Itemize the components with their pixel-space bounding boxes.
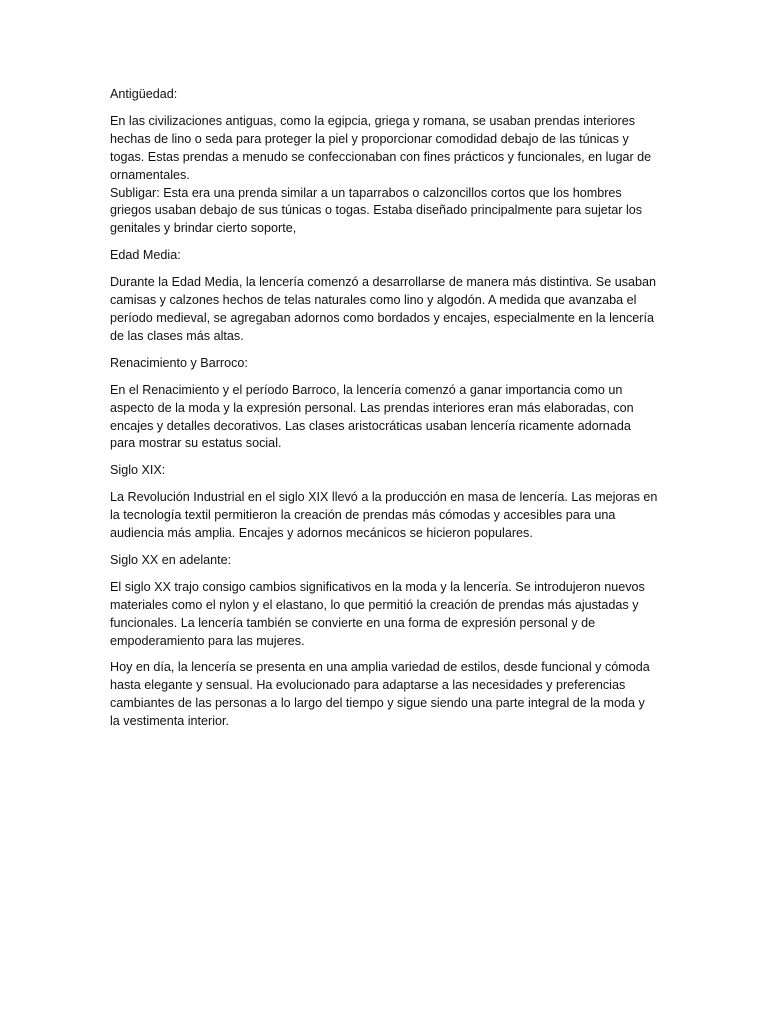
paragraph: El siglo XX trajo consigo cambios significativos en la moda y la lencería. Se introdujeron nuevos materiales como el nylon y el elastano, lo que permitió la creación de prendas más ajustadas y funcionales. La lencería también se convierte en una forma de expresión personal y de empoderamiento para las mujeres. xyxy=(110,579,645,648)
section-siglo-xx xyxy=(110,552,658,731)
section-heading: Siglo XX en adelante: xyxy=(110,552,232,567)
section-renacimiento-barroco xyxy=(110,355,658,454)
paragraph: Durante la Edad Media, la lencería comenzó a desarrollarse de manera más distintiva. Se usaban camisas y calzones hechos de telas naturales como lino y algodón. A medida que avanzaba el período medieval, se agregaban adornos como bordados y encajes, especialmente en la lencería de las clases más altas. xyxy=(110,275,657,343)
section-heading: Antigüedad: xyxy=(110,87,178,101)
section-siglo-xix xyxy=(110,462,658,543)
section-heading: Renacimiento y Barroco: xyxy=(110,355,248,370)
paragraph: La Revolución Industrial en el siglo XIX llevó a la producción en masa de lencería. Las mejoras en la tecnología textil permitieron la creación de prendas más cómodas y accesibles para una audiencia más amplia. Encajes y adornos mecánicos se hicieron populares. xyxy=(110,490,658,541)
section-edad-media xyxy=(110,247,658,346)
section-antiguedad xyxy=(110,86,658,238)
section-heading: Siglo XIX: xyxy=(110,463,166,478)
paragraph: En el Renacimiento y el período Barroco, la lencería comenzó a ganar importancia como un aspecto de la moda y la expresión personal. Las prendas interiores eran más elaboradas, con encajes y detalles decorativos. Las clases aristocráticas usaban lencería ricamente adornada para mostrar su estatus social. xyxy=(110,382,634,451)
paragraph: Subligar: Esta era una prenda similar a un taparrabos o calzoncillos cortos que los hombres griegos usaban debajo de sus túnicas o togas. Estaba diseñado principalmente para sujetar los genitales y brindar cierto soporte, xyxy=(110,185,643,236)
document-page xyxy=(110,86,658,740)
section-heading: Edad Media: xyxy=(110,248,181,263)
paragraph: Hoy en día, la lencería se presenta en una amplia variedad de estilos, desde funcional y cómoda hasta elegante y sensual. Ha evolucionado para adaptarse a las necesidades y preferencias cambiantes de las personas a lo largo del tiempo y sigue siendo una parte integral de la moda y la vestimenta interior. xyxy=(110,660,650,729)
paragraph: En las civilizaciones antiguas, como la egipcia, griega y romana, se usaban prendas interiores hechas de lino o seda para proteger la piel y proporcionar comodidad debajo de las túnicas y togas. Estas prendas a menudo se confeccionaban con fines prácticos y funcionales, en lugar de ornamentales. xyxy=(110,113,652,182)
